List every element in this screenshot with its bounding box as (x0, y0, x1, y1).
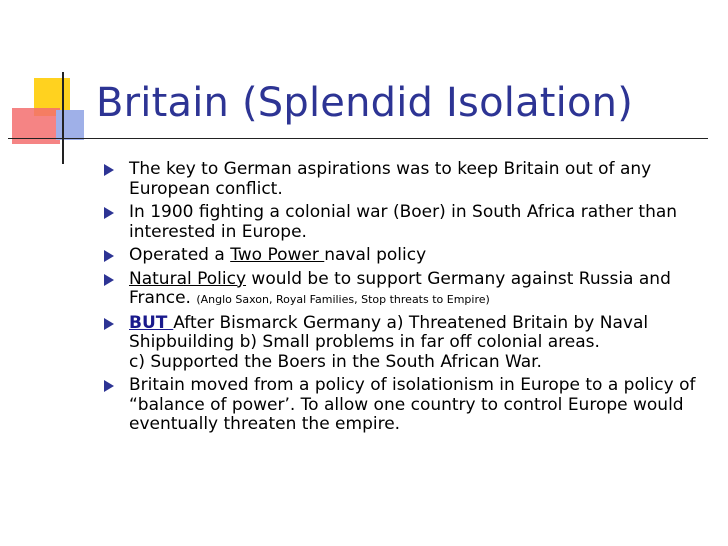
decor-horizontal-line (8, 138, 708, 139)
bullet-item (104, 160, 714, 199)
bullet-item (104, 376, 714, 435)
bullet-text: would be to support Germany against Russia and France. (129, 268, 671, 308)
bullet-text: c) Supported the Boers in the South African War. (129, 351, 542, 372)
bullet-text: After Bismarck Germany a) Threatened Britain by Naval Shipbuilding b) Small problems in far off colonial areas. (129, 312, 649, 352)
decor-blue-square (56, 110, 84, 140)
but-emphasis[interactable]: BUT (129, 312, 174, 333)
slide-title: Britain (Splendid Isolation) (96, 80, 634, 126)
two-power-link[interactable]: Two Power (230, 245, 325, 265)
bullet-item (104, 270, 714, 310)
bullet-marker-icon (104, 318, 114, 330)
bullet-item (104, 246, 714, 266)
bullet-text: Operated a (129, 245, 231, 265)
bullet-marker-icon (104, 250, 114, 262)
bullet-text: In 1900 fighting a colonial war (Boer) in South Africa rather than interested in Europe. (129, 202, 678, 242)
bullet-marker-icon (104, 274, 114, 286)
bullet-text: naval policy (324, 245, 427, 265)
bullet-marker-icon (104, 380, 114, 392)
decor-vertical-line (62, 72, 64, 164)
bullet-note: (Anglo Saxon, Royal Families, Stop threats to Empire) (196, 293, 490, 306)
bullet-text: The key to German aspirations was to keep Britain out of any European conflict. (129, 159, 652, 199)
bullet-list (104, 160, 714, 439)
bullet-marker-icon (104, 207, 114, 219)
natural-policy-link[interactable]: Natural Policy (129, 268, 247, 289)
bullet-marker-icon (104, 164, 114, 176)
bullet-item (104, 314, 714, 373)
bullet-text: Britain moved from a policy of isolationism in Europe to a policy of “balance of power’. To allow one country to control Europe would eventually threaten the empire. (129, 375, 696, 434)
bullet-item (104, 203, 714, 242)
